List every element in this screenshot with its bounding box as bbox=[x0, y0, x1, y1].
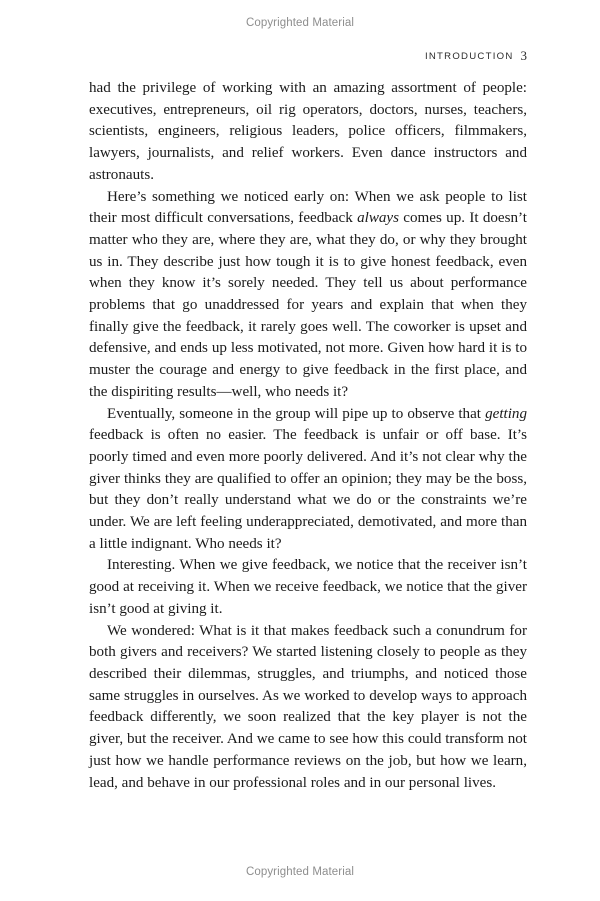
para-we-wondered bbox=[89, 621, 527, 795]
text-run: Interesting. When we give feedback, we notice that the receiver isn’t good at receiving it. When we receive feedback, we notice that the giver isn’t good at giving it. bbox=[89, 557, 527, 617]
text-run: Eventually, someone in the group will pipe up to observe that bbox=[107, 405, 486, 422]
copyright-watermark-top: Copyrighted Material bbox=[245, 17, 355, 29]
emphasis-text: getting bbox=[485, 405, 527, 422]
para-eventually bbox=[89, 404, 527, 556]
text-run: comes up. It doesn’t matter who they are, where they are, what they do, or why they brought us in. They describe just how tough it is to give honest feedback, even when they know it’s sorely needed. They tell us about performance problems that go unaddressed for years and explain that when they finally give the feedback, it rarely goes well. The coworker is upset and defensive, and ends up less motivated, not more. Given how hard it is to muster the courage and energy to give feedback in the first place, and the dispiriting results—well, who needs it? bbox=[89, 210, 528, 400]
text-run: had the privilege of working with an amazing assortment of people: executives, entrepreneurs, oil rig operators, doctors, nurses, teachers, scientists, engineers, religious leaders, police officers, filmmakers, lawyers, journalists, and relief workers. Even dance instructors and astronauts. bbox=[89, 80, 527, 183]
body-text-block bbox=[89, 78, 527, 794]
text-run: We wondered: What is it that makes feedback such a conundrum for both givers and receivers? We started listening closely to people as they described their dilemmas, struggles, and triumphs, and noticed those same struggles in ourselves. As we worked to develop ways to approach feedback differently, we soon realized that the key player is not the giver, but the receiver. And we came to see how this could transform not just how we handle performance reviews on the job, but how we learn, lead, and behave in our professional roles and in our personal lives. bbox=[89, 622, 527, 791]
running-head bbox=[89, 47, 527, 63]
running-head-label: INTRODUCTION bbox=[424, 51, 514, 62]
emphasis-text: always bbox=[357, 210, 400, 227]
text-run: feedback is often no easier. The feedback is unfair or off base. It’s poorly timed and even more poorly delivered. And it’s not clear why the giver thinks they are qualified to offer an opinion; they may be the boss, but they don’t really understand what we do or the constraints we’re under. We are left feeling underappreciated, demotivated, and more than a little indignant. Who needs it? bbox=[89, 427, 527, 552]
para-continuation bbox=[89, 78, 527, 187]
para-interesting bbox=[89, 555, 527, 620]
text-run: Here’s something we noticed early on: When we ask people to list their most difficult conversations, feedback bbox=[89, 188, 527, 227]
page-number: 3 bbox=[520, 48, 527, 63]
copyright-watermark-bottom: Copyrighted Material bbox=[245, 866, 355, 878]
para-heres-something bbox=[89, 187, 527, 404]
